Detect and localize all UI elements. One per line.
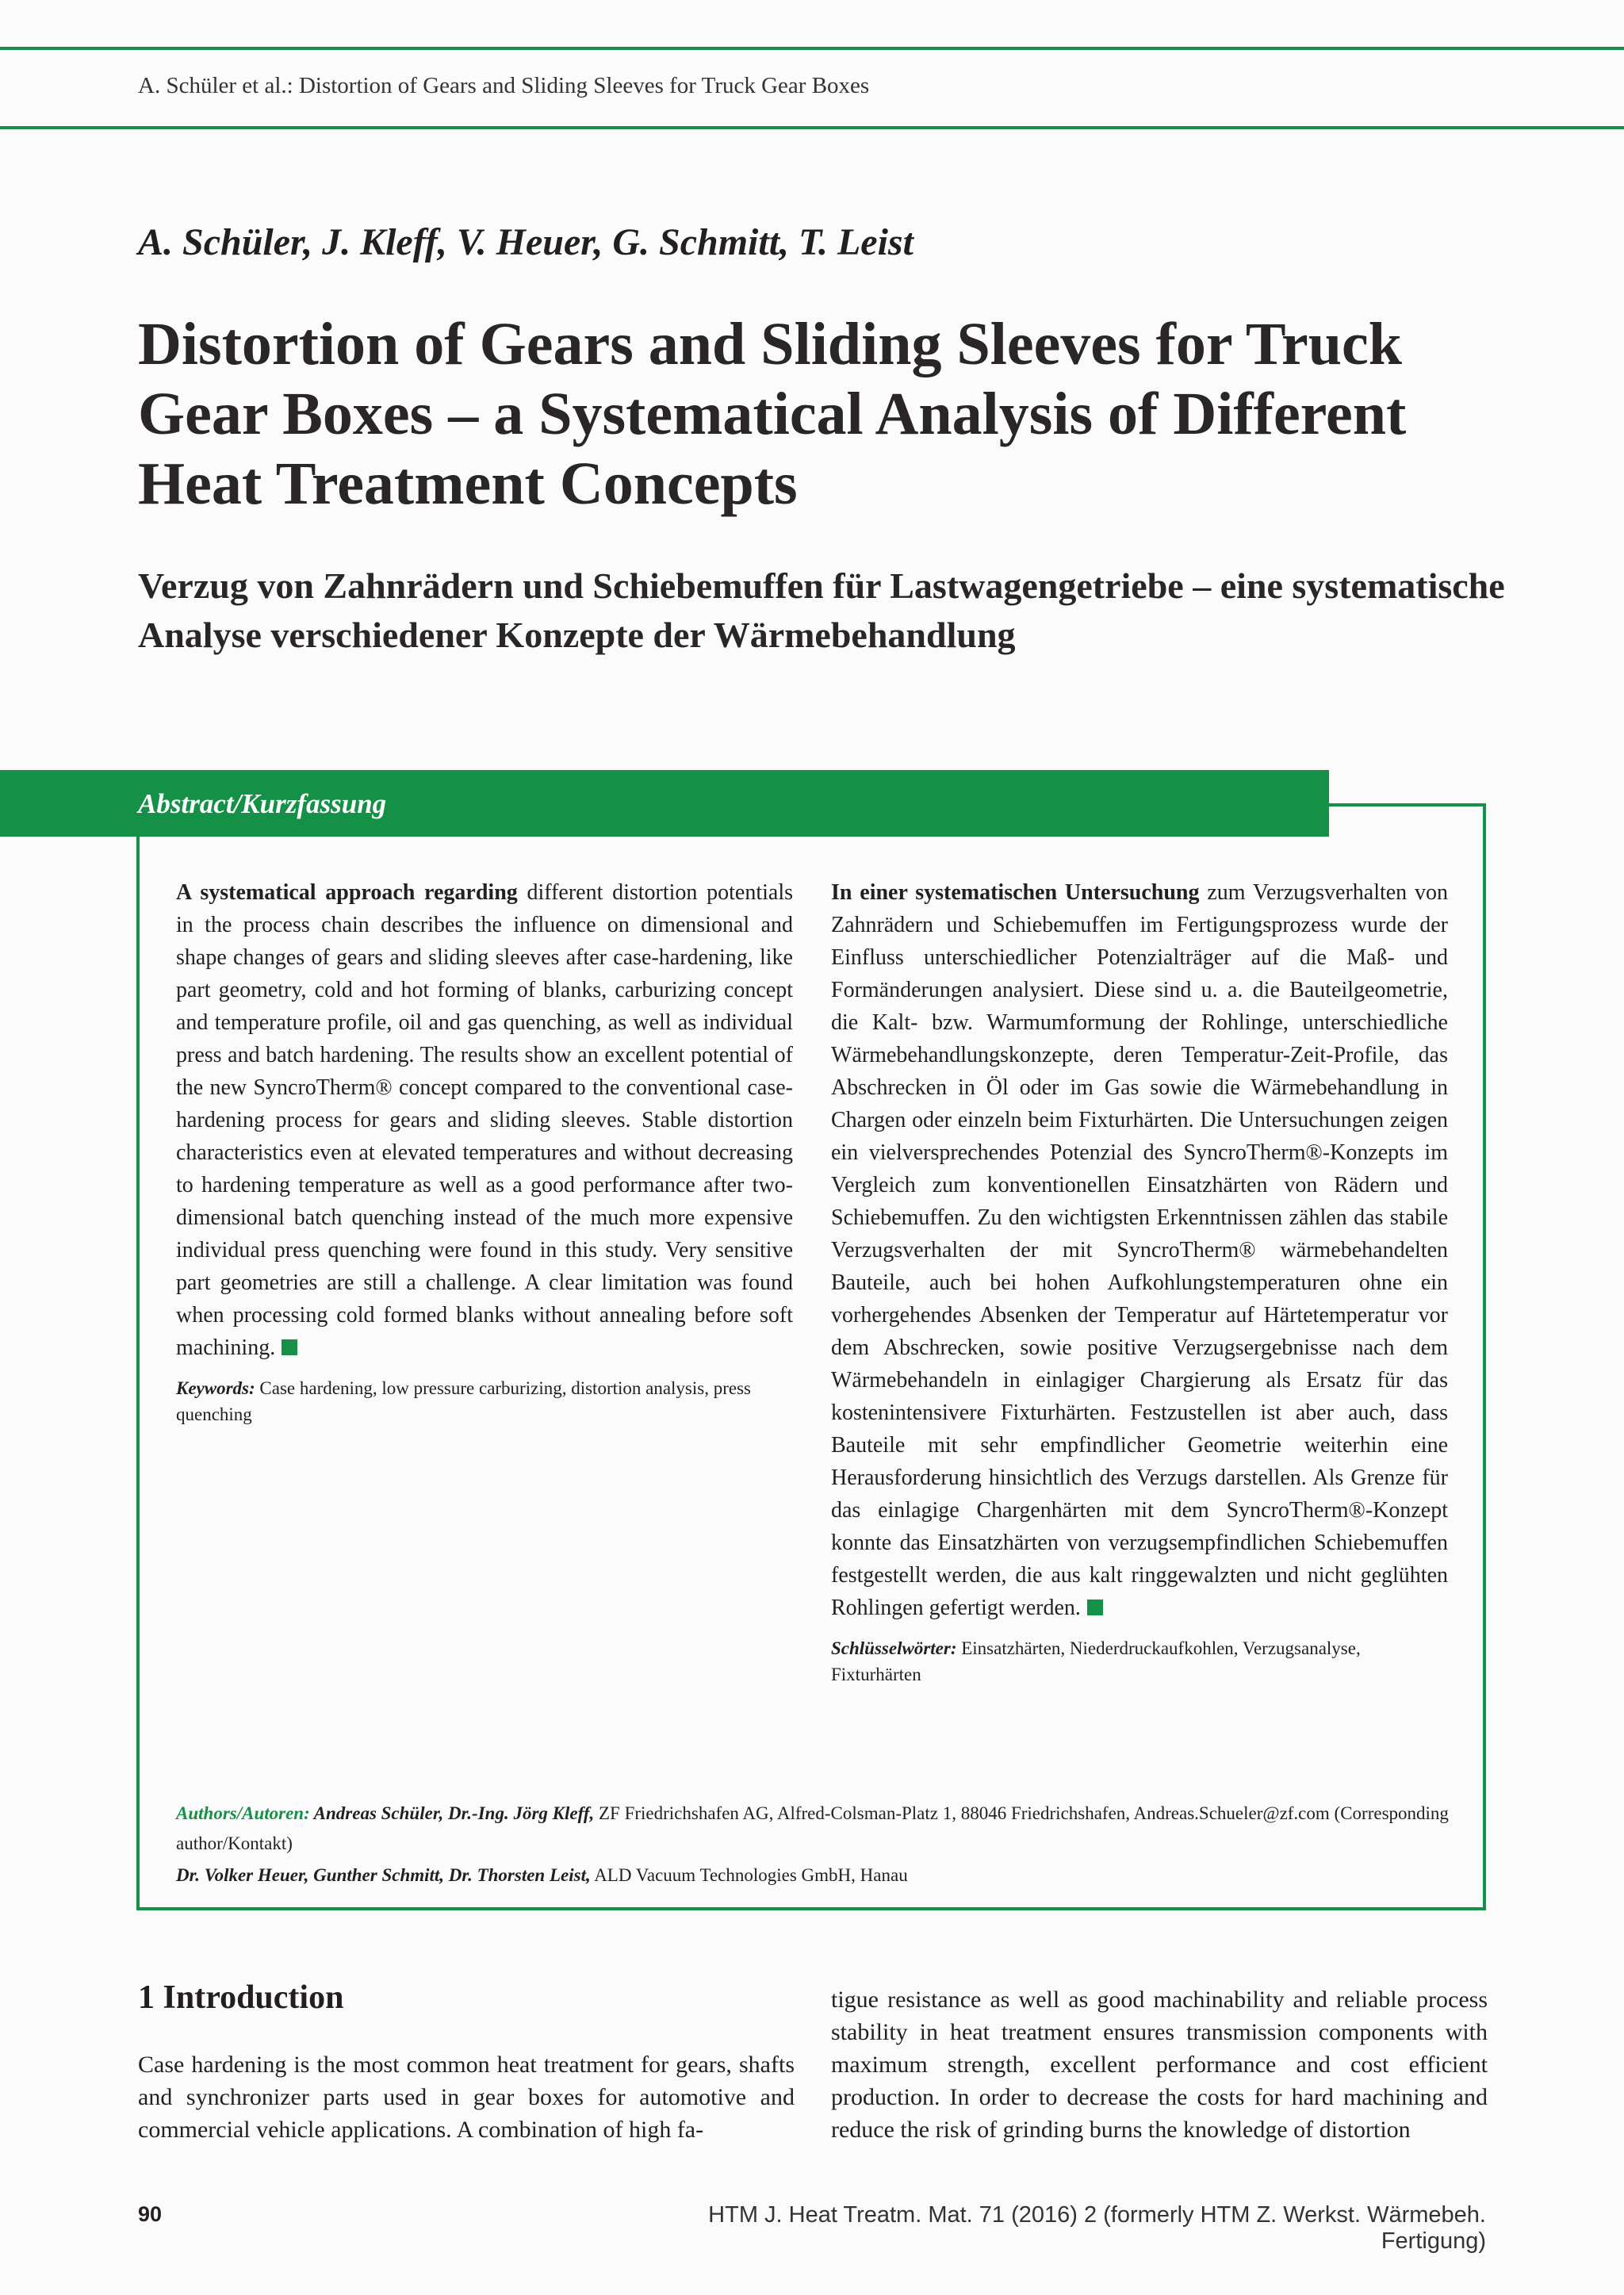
schluesselwoerter-text: Einsatzhärten, Niederdruckaufkohlen, Verzugsanalyse, Fixturhärten bbox=[831, 1638, 1361, 1684]
author-group-1-affiliation: ZF Friedrichshafen AG, Alfred-Colsman-Platz 1, 88046 Friedrichshafen, Andreas.Schueler@zf.com (Corresponding author/Kontakt) bbox=[176, 1803, 1449, 1853]
article-title: Distortion of Gears and Sliding Sleeves for Truck Gear Boxes – a Systematical Analysis of Different Heat Treatment Concepts bbox=[138, 311, 1407, 517]
author-group-1-names: Andreas Schüler, Dr.-Ing. Jörg Kleff, bbox=[309, 1803, 595, 1823]
schluesselwoerter-label: Schlüsselwörter: bbox=[831, 1638, 957, 1658]
introduction-column-2: tigue resistance as well as good machinability and reliable process stability in heat treatment ensures transmission components with maximum strength, excellent performance and cost efficient production. In order to decrease the costs for hard machining and reduce the risk of grinding burns the knowledge of distortion bbox=[831, 1987, 1488, 2143]
abstract-english-text: different distortion potentials in the process chain describes the influence on dimensional and shape changes of gears and sliding sleeves after case-hardening, like part geometry, cold and hot forming of blanks, carburizing concept and temperature profile, oil and gas quenching, as well as individual press and batch hardening. The results show an excellent potential of the new SyncroTherm® concept compared to the conventional case-hardening process for gears and sliding sleeves. Stable distortion characteristics even at elevated temperatures and without decreasing to hardening temperature as well as a good performance after two-dimensional batch quenching instead of the much more expensive individual press quenching were found in this study. Very sensitive part geometries are still a challenge. A clear limitation was found when processing cold formed blanks without annealing before soft machining. bbox=[176, 880, 793, 1360]
end-mark-icon bbox=[282, 1339, 297, 1355]
running-head: A. Schüler et al.: Distortion of Gears and Sliding Sleeves for Truck Gear Boxes bbox=[138, 73, 870, 98]
abstract-label: Abstract/Kurzfassung bbox=[138, 788, 387, 819]
author-group-2-affiliation: ALD Vacuum Technologies GmbH, Hanau bbox=[590, 1865, 908, 1885]
article-title-german: Verzug von Zahnrädern und Schiebemuffen für Lastwagengetriebe – eine systematische Analyse verschiedener Konzepte der Wärmebehandlung bbox=[138, 565, 1505, 655]
abstract-german-lead: In einer systematischen Untersuchung bbox=[831, 880, 1200, 905]
keywords-text: Case hardening, low pressure carburizing, distortion analysis, press quenching bbox=[176, 1378, 751, 1424]
keywords-label: Keywords: bbox=[176, 1378, 255, 1398]
author-affiliations bbox=[176, 1799, 1449, 1891]
end-mark-icon bbox=[1087, 1600, 1103, 1615]
introduction-column-1: Case hardening is the most common heat treatment for gears, shafts and synchronizer parts used in gear boxes for automotive and commercial vehicle applications. A combination of high fa- bbox=[138, 2052, 795, 2143]
abstract-german-text: zum Verzugsverhalten von Zahnrädern und Schiebemuffen im Fertigungsprozess wurde der Einfluss unterschiedlicher Potenzialträger auf die Maß- und Formänderungen analysiert. Diese sind u. a. die Bauteilgeometrie, die Kalt- bzw. Warmumformung der Rohlinge, unterschiedliche Wärmebehandlungskonzepte, deren Temperatur-Zeit-Profile, das Abschrecken in Öl oder im Gas sowie die Wärmebehandlung in Chargen oder einzeln beim Fixturhärten. Die Untersuchungen zeigen ein vielversprechendes Potenzial des SyncroTherm®-Konzepts im Vergleich zum konventionellen Einsatzhärten von Rädern und Schiebemuffen. Zu den wichtigsten Erkenntnissen zählen das stabile Verzugsverhalten der mit SyncroTherm® wärmebehandelten Bauteile, auch bei hohen Aufkohlungstemperaturen ohne ein vorhergehendes Absenken der Temperatur auf Härtetemperatur vor dem Abschrecken, sowie positive Verzugsergebnisse nach dem Wärmebehandeln in einlagiger Chargierung als Ersatz für das kostenintensivere Fixturhärten. Festzustellen ist aber auch, dass Bauteile mit sehr empfindlicher Geometrie weiterhin eine Herausforderung hinsichtlich des Verzugs darstellen. Als Grenze für das einlagige Chargenhärten mit dem SyncroTherm®-Konzept konnte das Einsatzhärten von verzugsempfindlichen Schiebemuffen festgestellt werden, die aus kalt ringgewalzten und nicht geglühten Rohlingen gefertigt werden. bbox=[831, 880, 1448, 1620]
abstract-english bbox=[176, 876, 793, 1427]
abstract-english-lead: A systematical approach regarding bbox=[176, 880, 518, 905]
authors-label: Authors/Autoren: bbox=[176, 1803, 310, 1823]
page-number: 90 bbox=[138, 2202, 163, 2226]
header-rule-top bbox=[0, 47, 1624, 50]
abstract-german bbox=[831, 876, 1448, 1688]
section-heading-introduction: 1 Introduction bbox=[138, 1979, 344, 2016]
journal-citation: HTM J. Heat Treatm. Mat. 71 (2016) 2 (formerly HTM Z. Werkst. Wärmebeh. Fertigung) bbox=[708, 2202, 1486, 2254]
author-group-2-names: Dr. Volker Heuer, Gunther Schmitt, Dr. Thorsten Leist, bbox=[176, 1865, 591, 1885]
header-rule-bottom bbox=[0, 126, 1624, 129]
article-authors: A. Schüler, J. Kleff, V. Heuer, G. Schmitt, T. Leist bbox=[138, 221, 914, 263]
